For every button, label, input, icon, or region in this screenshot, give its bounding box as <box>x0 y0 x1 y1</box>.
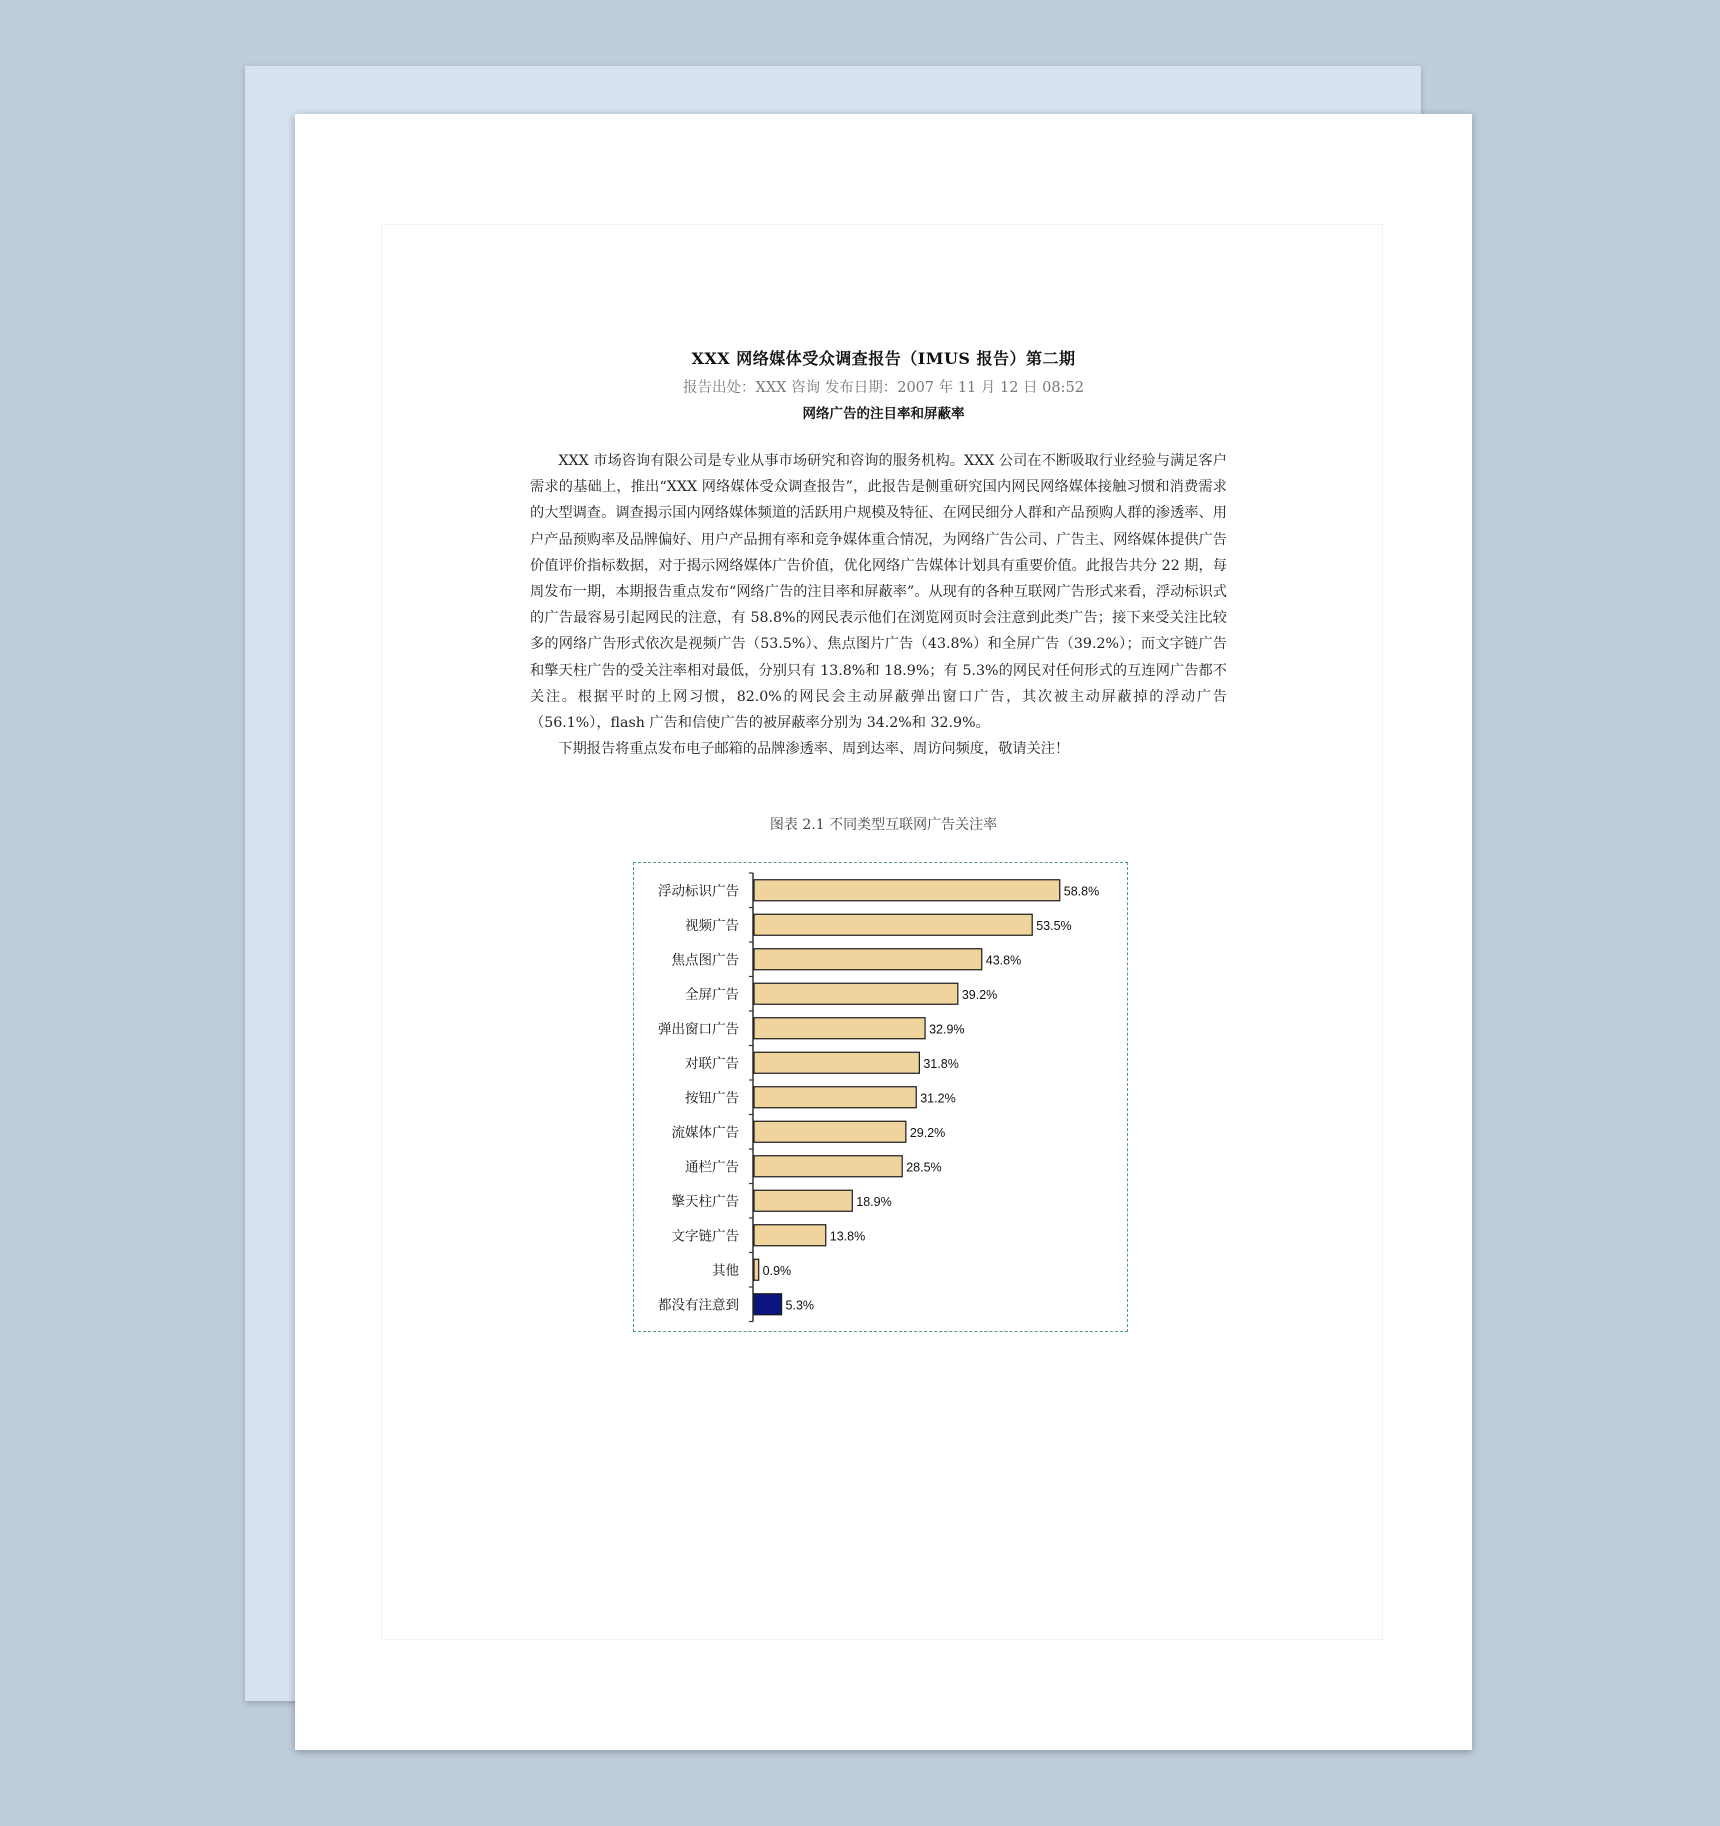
chart-bar <box>754 1052 919 1073</box>
ad-attention-bar-chart <box>633 862 1128 1332</box>
chart-bar <box>754 1156 902 1177</box>
chart-value-label: 31.2% <box>920 1091 956 1106</box>
bar-chart-svg <box>634 863 1126 1330</box>
front-page-sheet <box>295 114 1472 1750</box>
chart-category-label: 按钮广告 <box>685 1090 739 1107</box>
chart-bar <box>754 949 982 970</box>
chart-bar <box>754 1294 782 1315</box>
chart-category-label: 弹出窗口广告 <box>658 1021 739 1038</box>
chart-value-label: 18.9% <box>856 1194 892 1209</box>
chart-bar <box>754 880 1060 901</box>
chart-bar <box>754 914 1032 935</box>
figure-caption: 图表 2.1 不同类型互联网广告关注率 <box>769 817 998 833</box>
chart-value-label: 5.3% <box>785 1298 815 1313</box>
report-source-line: 报告出处：XXX 咨询 发布日期：2007 年 11 月 12 日 08:52 <box>683 380 1084 396</box>
document-title: XXX 网络媒体受众调查报告（IMUS 报告）第二期 <box>691 349 1076 368</box>
body-paragraph: XXX 市场咨询有限公司是专业从事市场研究和咨询的服务机构。XXX 公司在不断吸取行业经验与满足客户需求的基础上，推出“XXX 网络媒体受众调查报告”，此报告是侧重研究国内网民网络媒体接触习惯和消费需求的大型调查。调查揭示国内网络媒体频道的活跃用户规模及特征、在网民细分人群和产品预购人群的渗透率、用户产品预购率及品牌偏好、用户产品拥有率和竞争媒体重合情况，为网络广告公司、广告主、网络媒体提供广告价值评价指标数据，对于揭示网络媒体广告价值，优化网络广告媒体计划具有重要价值。此报告共分 22 期，每周发布一期，本期报告重点发布“网络广告的注目率和屏蔽率”。从现有的各种互联网广告形式来看，浮动标识式的广告最容易引起网民的注意，有 58.8%的网民表示他们在浏览网页时会注意到此类广告；接下来受关注比较多的网络广告形式依次是视频广告（53.5%）、焦点图片广告（43.8%）和全屏广告（39.2%）；而文字链广告和擎天柱广告的受关注率相对最低，分别只有 13.8%和 18.9%；有 5.3%的网民对任何形式的互连网广告都不关注。根据平时的上网习惯，82.0%的网民会主动屏蔽弹出窗口广告，其次被主动屏蔽掉的浮动广告（56.1%），flash 广告和信使广告的被屏蔽率分别为 34.2%和 32.9%。 <box>530 453 1227 732</box>
body-paragraph: 下期报告将重点发布电子邮箱的品牌渗透率、周到达率、周访问频度，敬请关注！ <box>558 741 1070 758</box>
chart-value-label: 31.8% <box>923 1056 959 1071</box>
chart-category-label: 通栏广告 <box>685 1159 739 1176</box>
chart-value-label: 28.5% <box>906 1160 942 1175</box>
chart-bar <box>754 983 958 1004</box>
chart-value-label: 0.9% <box>762 1263 792 1278</box>
chart-category-label: 其他 <box>712 1262 739 1279</box>
chart-bar <box>754 1121 906 1142</box>
chart-value-label: 32.9% <box>929 1022 965 1037</box>
chart-category-label: 浮动标识广告 <box>658 883 739 900</box>
chart-bar <box>754 1087 916 1108</box>
chart-category-label: 文字链广告 <box>671 1228 739 1245</box>
chart-value-label: 53.5% <box>1036 918 1072 933</box>
chart-value-label: 29.2% <box>909 1125 946 1140</box>
chart-value-label: 43.8% <box>985 953 1022 968</box>
chart-category-label: 焦点图广告 <box>671 952 739 969</box>
chart-category-label: 视频广告 <box>685 917 739 934</box>
chart-bar <box>754 1018 925 1039</box>
chart-value-label: 13.8% <box>829 1229 866 1244</box>
chart-bar <box>754 1259 759 1280</box>
chart-value-label: 58.8% <box>1063 884 1100 899</box>
chart-category-label: 对联广告 <box>685 1055 739 1072</box>
report-body <box>530 448 1227 762</box>
chart-category-label: 全屏广告 <box>685 986 739 1003</box>
chart-bar <box>754 1225 826 1246</box>
chart-value-label: 39.2% <box>961 987 998 1002</box>
chart-category-label: 流媒体广告 <box>671 1124 739 1141</box>
chart-category-label: 擎天柱广告 <box>671 1193 739 1210</box>
chart-bar <box>754 1190 852 1211</box>
chart-category-label: 都没有注意到 <box>658 1297 739 1314</box>
section-heading: 网络广告的注目率和屏蔽率 <box>802 406 965 422</box>
